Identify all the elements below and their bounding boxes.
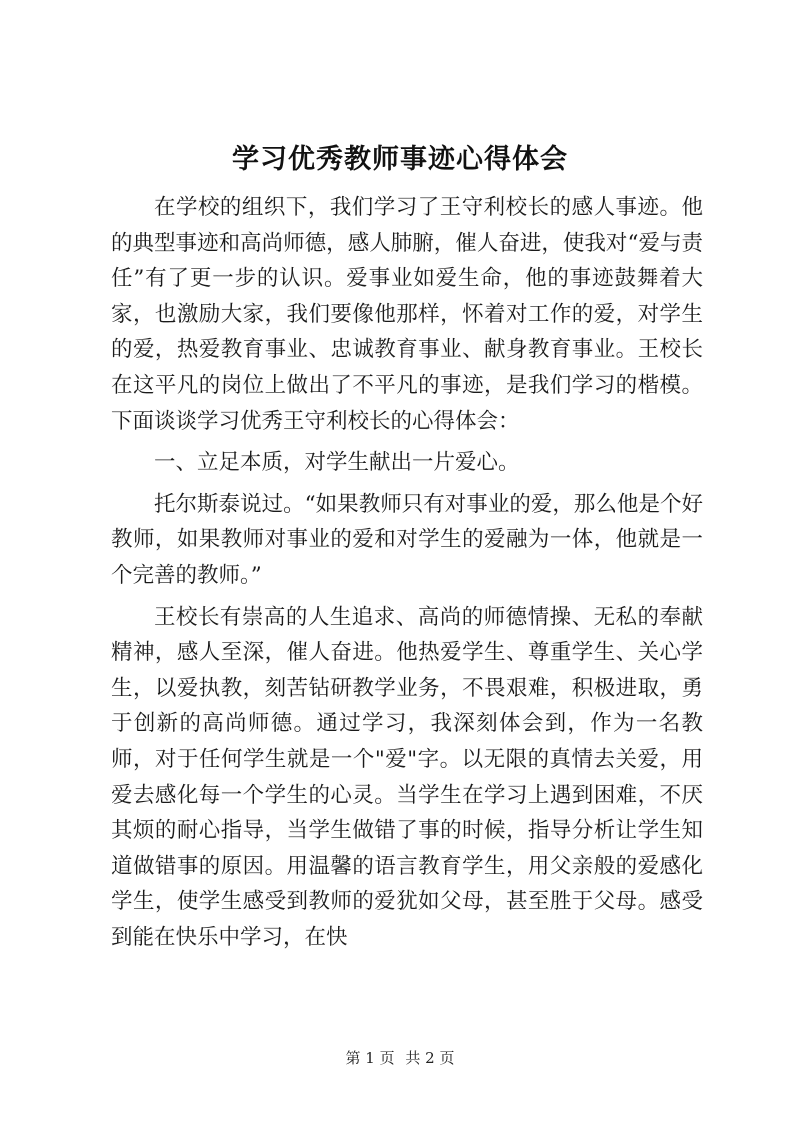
paragraph-main: 王校长有崇高的人生追求、高尚的师德情操、无私的奉献精神，感人至深，催人奋进。他热爱学生、尊重学生、关心学生，以爱执教，刻苦钻研教学业务，不畏艰难，积极进取，勇于创新的高尚师德。通过学习，我深刻体会到，作为一名教师，对于任何学生就是一个"爱"字。以无限的真情去关爱，用爱去感化每一个学生的心灵。当学生在学习上遇到困难，不厌其烦的耐心指导，当学生做错了事的时候，指导分析让学生知道做错事的原因。用温馨的语言教育学生，用父亲般的爱感化学生，使学生感受到教师的爱犹如父母，甚至胜于父母。感受到能在快乐中学习，在快 <box>111 604 703 950</box>
paragraph-quote: 托尔斯泰说过。“如果教师只有对事业的爱，那么他是个好教师，如果教师对事业的爱和对学生的爱融为一体，他就是一个完善的教师。” <box>111 491 703 588</box>
section-heading: 一、立足本质，对学生献出一片爱心。 <box>154 450 520 476</box>
document-title: 学习优秀教师事迹心得体会 <box>232 144 568 175</box>
document-body <box>111 190 703 961</box>
page-number: 第 1 页 <box>345 1049 395 1067</box>
paragraph-intro: 在学校的组织下，我们学习了王守利校长的感人事迹。他的典型事迹和高尚师德，感人肺腑，催人奋进，使我对“爱与责任”有了更一步的认识。爱事业如爱生命，他的事迹鼓舞着大家，也激励大家，我们要像他那样，怀着对工作的爱，对学生的爱，热爱教育事业、忠诚教育事业、献身教育事业。王校长在这平凡的岗位上做出了不平凡的事迹，是我们学习的楷模。下面谈谈学习优秀王守利校长的心得体会： <box>111 195 703 434</box>
page-total: 共 2 页 <box>405 1049 455 1067</box>
page-footer <box>0 1047 800 1068</box>
